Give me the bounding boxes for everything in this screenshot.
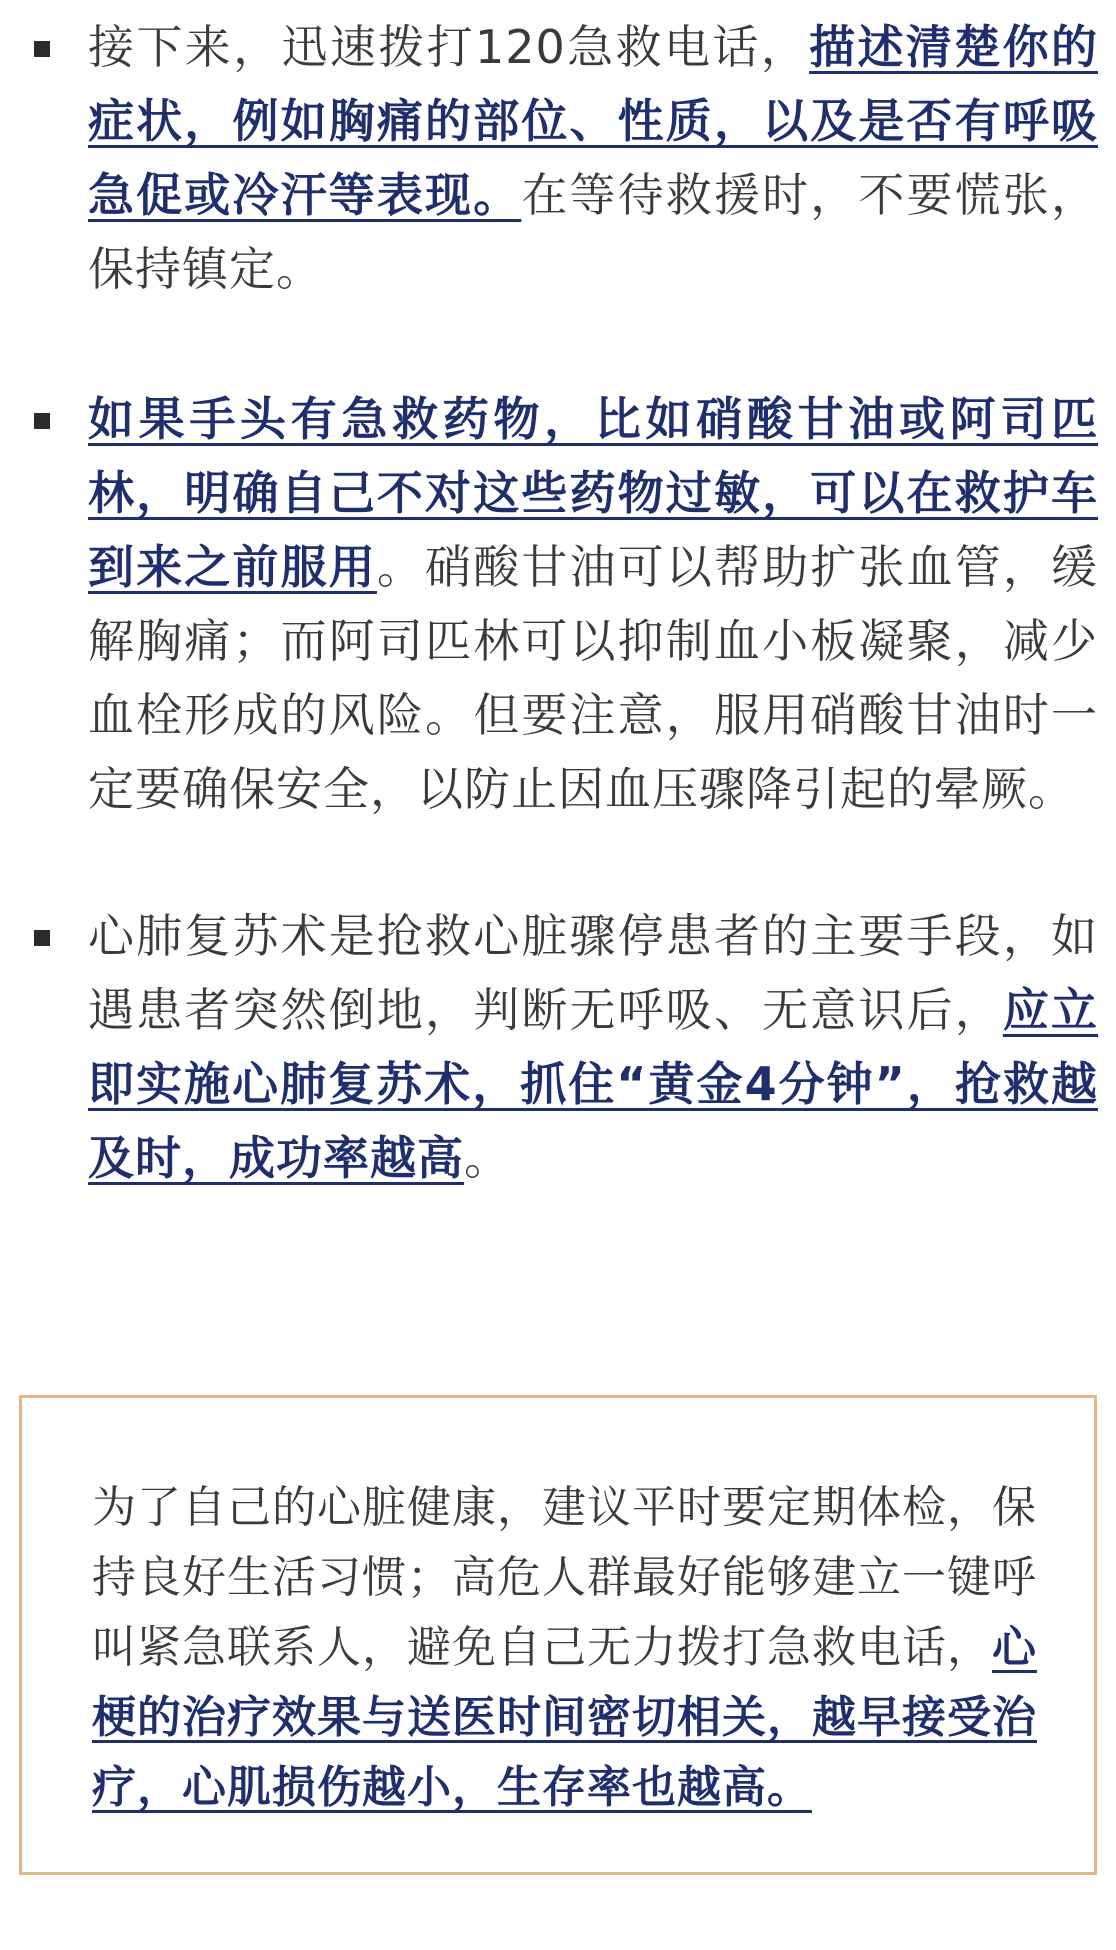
list-item-medication <box>88 382 1098 826</box>
item-highlight: 应立即实施心肺复苏术，抓住“黄金4分钟”，抢救越及时，成功率越高 <box>88 983 1099 1185</box>
item-text: 接下来，迅速拨打120急救电话， <box>88 20 810 74</box>
item-text: 。硝酸甘油可以帮助扩张血管，缓解胸痛；而阿司匹林可以抑制血小板凝聚，减少血栓形成的风险。但要注意，服用硝酸甘油时一定要确保安全，以防止因血压骤降引起的晕厥。 <box>88 540 1099 816</box>
item-highlight: 描述清楚你的症状，例如胸痛的部位、性质，以及是否有呼吸急促或冷汗等表现。 <box>88 20 1099 222</box>
bullet-marker <box>34 930 50 946</box>
item-highlight: 如果手头有急救药物，比如硝酸甘油或阿司匹林，明确自己不对这些药物过敏，可以在救护车到来之前服用 <box>88 392 1098 594</box>
item-text: 心肺复苏术是抢救心脏骤停患者的主要手段，如遇患者突然倒地，判断无呼吸、无意识后， <box>88 909 1098 1037</box>
tip-box <box>19 1395 1097 1875</box>
item-text: 在等待救援时，不要慌张，保持镇定。 <box>88 168 1099 296</box>
bullet-marker <box>34 41 50 57</box>
list-item-call-120 <box>88 10 1098 306</box>
bullet-marker <box>34 413 50 429</box>
box-highlight: 心梗的治疗效果与送医时间密切相关，越早接受治疗，心肌损伤越小，生存率也越高。 <box>92 1622 1037 1813</box>
box-text: 为了自己的心脏健康，建议平时要定期体检，保持良好生活习惯；高危人群最好能够建立一键呼叫紧急联系人，避免自己无力拨打急救电话， <box>92 1482 1037 1673</box>
tip-box-text <box>92 1473 1037 1823</box>
item-text: 。 <box>464 1131 511 1185</box>
list-item-cpr <box>88 899 1098 1195</box>
